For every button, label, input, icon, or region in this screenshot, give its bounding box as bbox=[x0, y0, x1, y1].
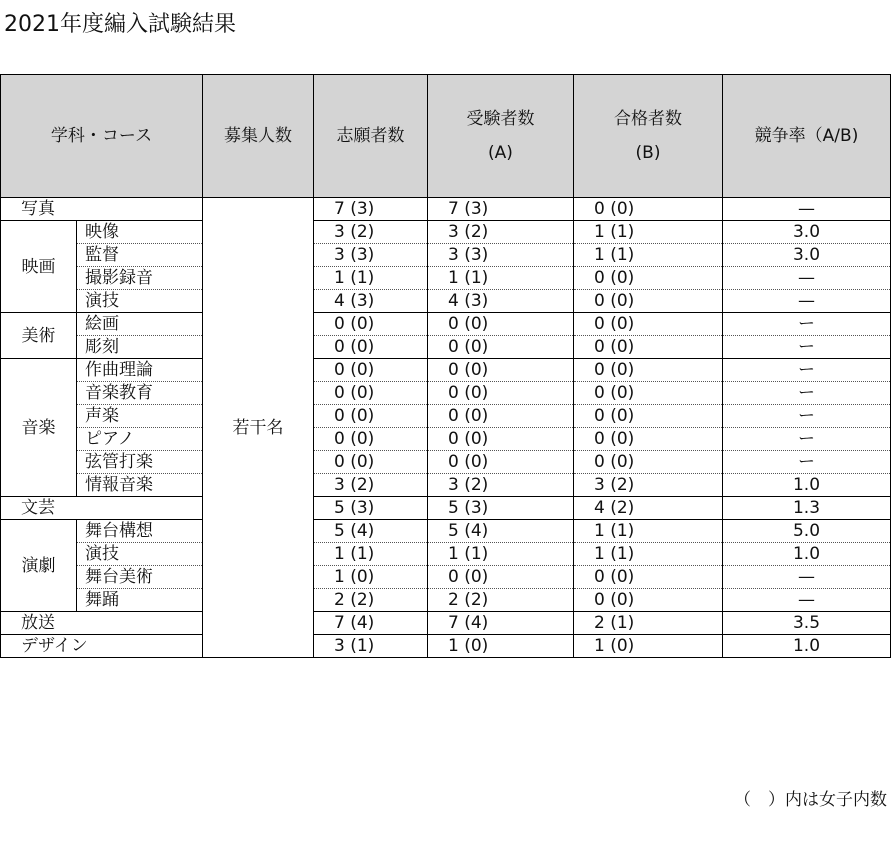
examinees-cell: 0 (0) bbox=[428, 405, 574, 428]
ratio-cell: 1.0 bbox=[723, 543, 891, 566]
ratio-cell: ー bbox=[723, 428, 891, 451]
passed-cell: 0 (0) bbox=[574, 566, 723, 589]
passed-cell: 0 (0) bbox=[574, 313, 723, 336]
examinees-cell: 5 (4) bbox=[428, 520, 574, 543]
applicants-cell: 3 (2) bbox=[314, 221, 428, 244]
course-cell: 絵画 bbox=[77, 313, 203, 336]
course-cell: 演技 bbox=[77, 543, 203, 566]
applicants-cell: 3 (3) bbox=[314, 244, 428, 267]
ratio-cell: 1.0 bbox=[723, 474, 891, 497]
passed-cell: 0 (0) bbox=[574, 382, 723, 405]
table-row bbox=[1, 336, 891, 359]
ratio-cell: ー bbox=[723, 336, 891, 359]
passed-cell: 0 (0) bbox=[574, 405, 723, 428]
ratio-cell: ー bbox=[723, 359, 891, 382]
examinees-cell: 2 (2) bbox=[428, 589, 574, 612]
table-row bbox=[1, 267, 891, 290]
results-table bbox=[0, 74, 891, 658]
applicants-cell: 0 (0) bbox=[314, 313, 428, 336]
header-ratio: 競争率（A/B) bbox=[723, 75, 891, 198]
header-passed bbox=[574, 75, 723, 198]
ratio-cell: 1.3 bbox=[723, 497, 891, 520]
table-row bbox=[1, 382, 891, 405]
applicants-cell: 0 (0) bbox=[314, 359, 428, 382]
passed-cell: 3 (2) bbox=[574, 474, 723, 497]
applicants-cell: 2 (2) bbox=[314, 589, 428, 612]
department-cell: 文芸 bbox=[1, 497, 203, 520]
table-row bbox=[1, 290, 891, 313]
table-body bbox=[1, 198, 891, 658]
department-cell: 音楽 bbox=[1, 359, 77, 497]
course-cell: 映像 bbox=[77, 221, 203, 244]
header-passed-label: 合格者数 bbox=[614, 109, 682, 129]
ratio-cell: 3.5 bbox=[723, 612, 891, 635]
examinees-cell: 0 (0) bbox=[428, 382, 574, 405]
passed-cell: 2 (1) bbox=[574, 612, 723, 635]
passed-cell: 1 (1) bbox=[574, 221, 723, 244]
table-row bbox=[1, 428, 891, 451]
applicants-cell: 0 (0) bbox=[314, 336, 428, 359]
passed-cell: 0 (0) bbox=[574, 336, 723, 359]
examinees-cell: 0 (0) bbox=[428, 566, 574, 589]
applicants-cell: 1 (1) bbox=[314, 543, 428, 566]
department-cell: 演劇 bbox=[1, 520, 77, 612]
examinees-cell: 1 (1) bbox=[428, 267, 574, 290]
passed-cell: 1 (1) bbox=[574, 543, 723, 566]
department-cell: デザイン bbox=[1, 635, 203, 658]
ratio-cell: ー bbox=[723, 313, 891, 336]
course-cell: 彫刻 bbox=[77, 336, 203, 359]
passed-cell: 0 (0) bbox=[574, 290, 723, 313]
table-row bbox=[1, 474, 891, 497]
passed-cell: 0 (0) bbox=[574, 428, 723, 451]
ratio-cell: — bbox=[723, 267, 891, 290]
table-row bbox=[1, 451, 891, 474]
department-cell: 美術 bbox=[1, 313, 77, 359]
ratio-cell: — bbox=[723, 566, 891, 589]
applicants-cell: 0 (0) bbox=[314, 428, 428, 451]
examinees-cell: 1 (1) bbox=[428, 543, 574, 566]
course-cell: 舞踊 bbox=[77, 589, 203, 612]
passed-cell: 0 (0) bbox=[574, 359, 723, 382]
examinees-cell: 0 (0) bbox=[428, 313, 574, 336]
applicants-cell: 0 (0) bbox=[314, 382, 428, 405]
examinees-cell: 0 (0) bbox=[428, 428, 574, 451]
applicants-cell: 5 (4) bbox=[314, 520, 428, 543]
passed-cell: 0 (0) bbox=[574, 267, 723, 290]
ratio-cell: ー bbox=[723, 451, 891, 474]
examinees-cell: 1 (0) bbox=[428, 635, 574, 658]
header-examinees-label: 受験者数 bbox=[466, 109, 535, 129]
passed-cell: 0 (0) bbox=[574, 589, 723, 612]
recruitment-cell: 若干名 bbox=[203, 198, 314, 658]
applicants-cell: 0 (0) bbox=[314, 405, 428, 428]
table-row bbox=[1, 543, 891, 566]
header-examinees bbox=[428, 75, 574, 198]
ratio-cell: ー bbox=[723, 382, 891, 405]
table-row bbox=[1, 497, 891, 520]
course-cell: 演技 bbox=[77, 290, 203, 313]
ratio-cell: — bbox=[723, 290, 891, 313]
table-row bbox=[1, 635, 891, 658]
applicants-cell: 0 (0) bbox=[314, 451, 428, 474]
table-row bbox=[1, 405, 891, 428]
ratio-cell: ー bbox=[723, 405, 891, 428]
examinees-cell: 7 (3) bbox=[428, 198, 574, 221]
applicants-cell: 1 (1) bbox=[314, 267, 428, 290]
examinees-cell: 4 (3) bbox=[428, 290, 574, 313]
applicants-cell: 3 (1) bbox=[314, 635, 428, 658]
table-row bbox=[1, 589, 891, 612]
header-examinees-symbol: (A) bbox=[488, 143, 513, 163]
applicants-cell: 3 (2) bbox=[314, 474, 428, 497]
course-cell: 情報音楽 bbox=[77, 474, 203, 497]
passed-cell: 0 (0) bbox=[574, 198, 723, 221]
passed-cell: 1 (1) bbox=[574, 244, 723, 267]
applicants-cell: 4 (3) bbox=[314, 290, 428, 313]
department-cell: 放送 bbox=[1, 612, 203, 635]
course-cell: 撮影録音 bbox=[77, 267, 203, 290]
course-cell: 舞台美術 bbox=[77, 566, 203, 589]
ratio-cell: 5.0 bbox=[723, 520, 891, 543]
table-row bbox=[1, 198, 891, 221]
ratio-cell: — bbox=[723, 198, 891, 221]
applicants-cell: 1 (0) bbox=[314, 566, 428, 589]
footnote: （ ）内は女子内数 bbox=[734, 790, 887, 810]
passed-cell: 4 (2) bbox=[574, 497, 723, 520]
header-recruit: 募集人数 bbox=[203, 75, 314, 198]
passed-cell: 0 (0) bbox=[574, 451, 723, 474]
table-row bbox=[1, 520, 891, 543]
course-cell: 監督 bbox=[77, 244, 203, 267]
course-cell: 音楽教育 bbox=[77, 382, 203, 405]
course-cell: 声楽 bbox=[77, 405, 203, 428]
table-row bbox=[1, 566, 891, 589]
course-cell: 舞台構想 bbox=[77, 520, 203, 543]
examinees-cell: 0 (0) bbox=[428, 336, 574, 359]
passed-cell: 1 (1) bbox=[574, 520, 723, 543]
table-row bbox=[1, 221, 891, 244]
ratio-cell: 3.0 bbox=[723, 244, 891, 267]
examinees-cell: 5 (3) bbox=[428, 497, 574, 520]
course-cell: 作曲理論 bbox=[77, 359, 203, 382]
examinees-cell: 3 (2) bbox=[428, 474, 574, 497]
applicants-cell: 5 (3) bbox=[314, 497, 428, 520]
header-applicants: 志願者数 bbox=[314, 75, 428, 198]
passed-cell: 1 (0) bbox=[574, 635, 723, 658]
applicants-cell: 7 (4) bbox=[314, 612, 428, 635]
table-row bbox=[1, 244, 891, 267]
examinees-cell: 3 (3) bbox=[428, 244, 574, 267]
examinees-cell: 0 (0) bbox=[428, 359, 574, 382]
page-title: 2021年度編入試験結果 bbox=[4, 12, 236, 37]
department-cell: 写真 bbox=[1, 198, 203, 221]
department-cell: 映画 bbox=[1, 221, 77, 313]
examinees-cell: 0 (0) bbox=[428, 451, 574, 474]
ratio-cell: — bbox=[723, 589, 891, 612]
table-row bbox=[1, 612, 891, 635]
examinees-cell: 3 (2) bbox=[428, 221, 574, 244]
header-row bbox=[1, 75, 891, 198]
examinees-cell: 7 (4) bbox=[428, 612, 574, 635]
course-cell: ピアノ bbox=[77, 428, 203, 451]
ratio-cell: 3.0 bbox=[723, 221, 891, 244]
table-row bbox=[1, 313, 891, 336]
applicants-cell: 7 (3) bbox=[314, 198, 428, 221]
header-passed-symbol: (B) bbox=[635, 143, 661, 163]
table-row bbox=[1, 359, 891, 382]
ratio-cell: 1.0 bbox=[723, 635, 891, 658]
course-cell: 弦管打楽 bbox=[77, 451, 203, 474]
header-course: 学科・コース bbox=[1, 75, 203, 198]
